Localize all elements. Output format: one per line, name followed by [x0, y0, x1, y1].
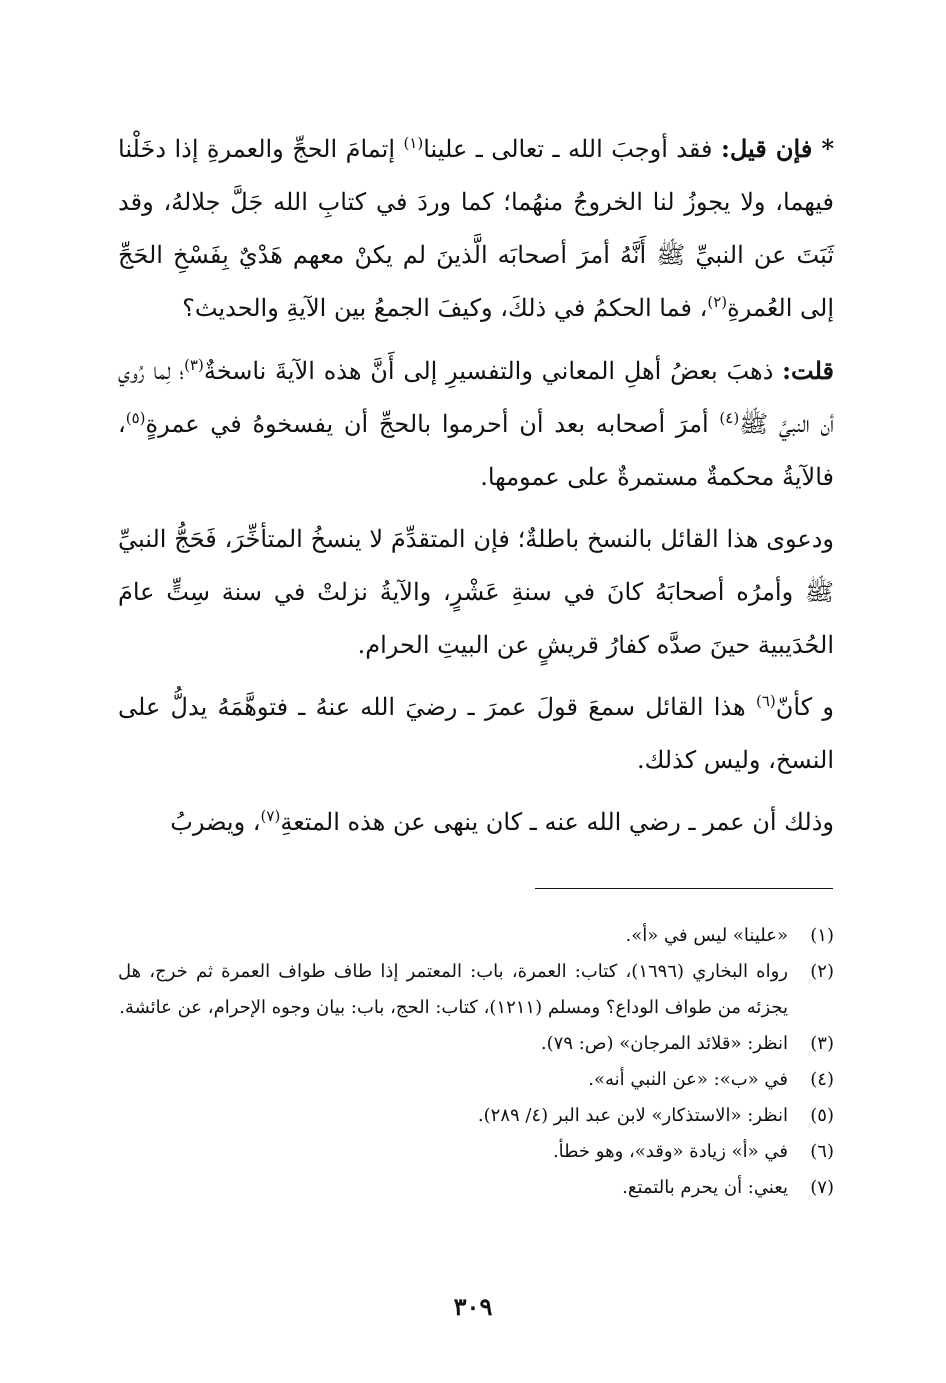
- text-segment: فقد أوجبَ الله ـ تعالى ـ علينا: [423, 135, 721, 163]
- footnote-text: في «أ» زيادة «وقد»، وهو خطأ.: [552, 1141, 788, 1162]
- footnote-3: [118, 1026, 834, 1062]
- footnote-ref: (٢): [707, 293, 728, 311]
- footnote-5: [118, 1098, 834, 1134]
- footnote-divider: [535, 888, 833, 889]
- text-segment: ذهبَ بعضُ أهلِ المعاني والتفسيرِ إلى أَنَّ هذه الآيةَ ناسخةٌ: [203, 357, 783, 385]
- text-segment: ، فالآيةُ محكمةٌ مستمرةٌ على عمومها.: [118, 410, 834, 491]
- paragraph-explanation: [118, 796, 834, 849]
- paragraph-umar: [118, 681, 834, 787]
- footnote-ref: (١): [403, 134, 424, 152]
- footnote-text: يعني: أن يحرم بالتمتع.: [622, 1177, 788, 1198]
- text-segment: هذا القائل سمعَ قولَ عمرَ ـ رضيَ الله عنهُ ـ فتوهَّمَهُ يدلُّ على النسخ، وليس كذلك.: [118, 693, 834, 774]
- paragraph-answer: [118, 344, 834, 504]
- text-segment: وذلك أن عمر ـ رضي الله عنه ـ كان ينهى عن هذه المتعةِ: [280, 808, 834, 836]
- footnote-text: انظر: «الاستذكار» لابن عبد البر (٤/ ٢٨٩).: [477, 1105, 788, 1126]
- footnote-ref: (٦): [755, 692, 776, 710]
- paragraph-lead: * فإن قيل:: [720, 134, 835, 163]
- paragraph-lead: قلت:: [782, 356, 834, 385]
- footnote-ref: (٣): [184, 356, 204, 374]
- footnote-ref: (٧): [260, 807, 281, 825]
- footnote-number: (٢): [810, 961, 834, 982]
- footnote-number: (٤): [810, 1069, 834, 1090]
- footnote-ref: (٤): [719, 409, 740, 427]
- footnotes: [118, 918, 834, 1206]
- footnote-ref: (٥): [125, 409, 146, 427]
- footnote-text: انظر: «قلائد المرجان» (ص: ٧٩).: [540, 1033, 788, 1054]
- footnote-text: رواه البخاري (١٦٩٦)، كتاب: العمرة، باب: المعتمر إذا طاف طواف العمرة ثم خرج، هل يجزئه من طواف الوداع؟ ومسلم (١٢١١)، كتاب: الحج، باب: بيان وجوه الإحرام، عن عائشة.: [118, 961, 789, 1018]
- footnote-2: [118, 954, 834, 1026]
- footnote-number: (٥): [810, 1105, 834, 1126]
- text-segment: ؛ لِما رُوي أن النبيَّ ﷺ: [118, 357, 834, 438]
- footnote-6: [118, 1134, 834, 1170]
- footnote-1: [118, 918, 834, 954]
- footnote-number: (٣): [810, 1033, 834, 1054]
- text-segment: و كأنّ: [775, 693, 834, 721]
- footnote-7: [118, 1170, 834, 1206]
- text-segment: ، ويضربُ: [170, 808, 261, 836]
- footnote-text: في «ب»: «عن النبي أنه».: [588, 1069, 788, 1090]
- footnote-number: (٦): [810, 1141, 834, 1162]
- paragraph-question: [118, 122, 834, 335]
- footnote-number: (٧): [810, 1177, 834, 1198]
- paragraph-refutation: [118, 513, 834, 672]
- page-number: ٣٠٩: [453, 1292, 493, 1321]
- text-segment: ، فما الحكمُ في ذلكَ، وكيفَ الجمعُ بين الآيةِ والحديث؟: [182, 294, 708, 322]
- footnote-4: [118, 1062, 834, 1098]
- footnote-text: «علينا» ليس في «أ».: [625, 925, 788, 946]
- text-segment: ودعوى هذا القائل بالنسخ باطلةٌ؛ فإن المتقدِّمَ لا ينسخُ المتأخِّرَ، فَحَجُّ النبيِّ ﷺ وأمرُه أصحابَهُ كانَ في سنةِ عَشْرٍ، والآيةُ نزلتْ في سنة سِتٍّ عامَ الحُدَيبية حينَ صدَّه كفارُ قريشٍ عن البيتِ الحرام.: [118, 525, 835, 659]
- text-segment: إتمامَ الحجِّ والعمرةِ إذا دخَلْنا فيهما، ولا يجوزُ لنا الخروجُ منهُما؛ كما وردَ في كتابِ الله جَلَّ جلالهُ، وقد ثَبَتَ عن النبيِّ ﷺ أَنَّهُ أمرَ أصحابَه الَّذينَ لم يكنْ معهم هَدْيٌ بِفَسْخِ الحَجِّ إلى العُمرةِ: [118, 135, 834, 322]
- text-segment: أمرَ أصحابه بعد أن أحرموا بالحجِّ أن يفسخوهُ في عمرةٍ: [145, 410, 720, 438]
- footnote-number: (١): [810, 925, 834, 946]
- page-body: [118, 122, 834, 858]
